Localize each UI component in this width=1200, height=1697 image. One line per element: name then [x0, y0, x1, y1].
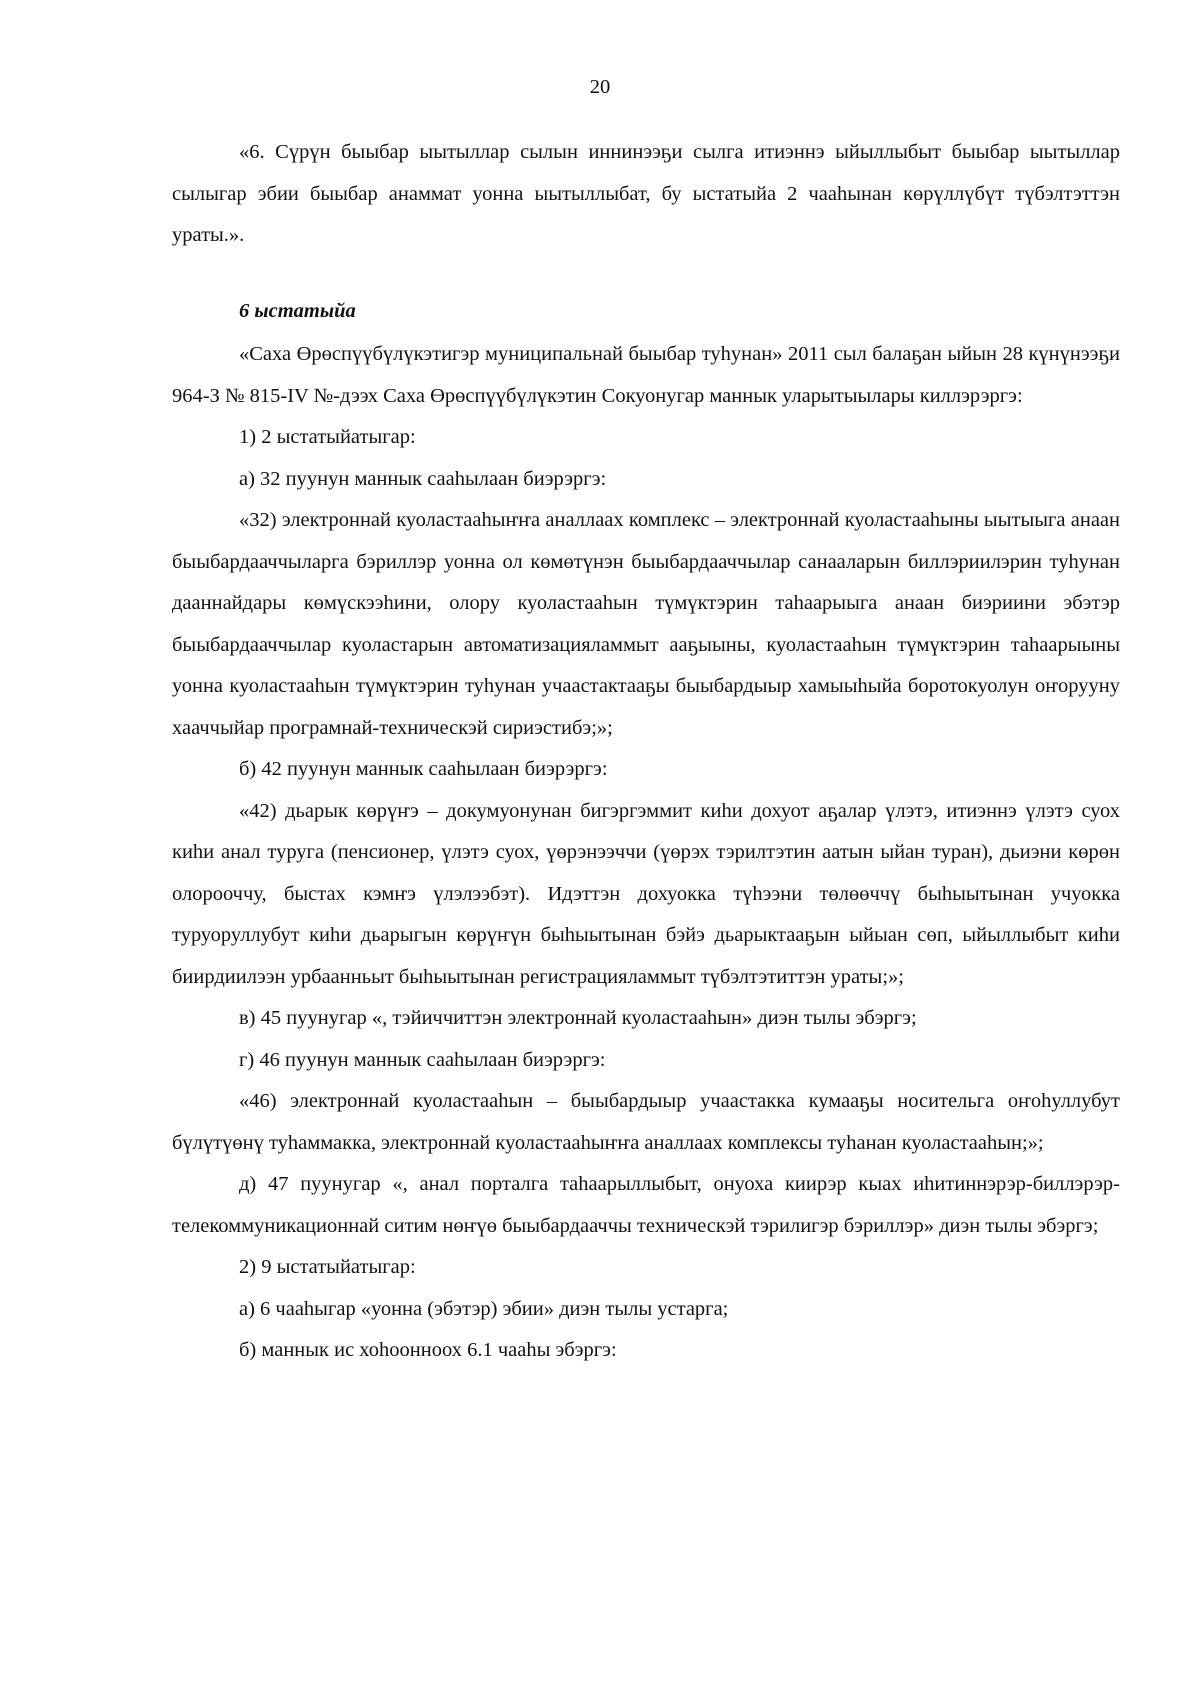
- paragraph: б) 42 пуунун маннык сааһылаан биэрэргэ:: [239, 758, 608, 780]
- paragraph-article-5-part-6: «6. Сүрүн быыбар ыытыллар сылын иннинээҕи сылга итиэннэ ыйыллыбыт быыбар ыытыллар сылыгар эбии быыбар анаммат уонна ыытыллыбат, бу ыстатыйа 2 чааһынан көрүллүбүт түбэлтэттэн ураты.».: [172, 141, 1120, 246]
- paragraph: в) 45 пуунугар «, тэйиччиттэн электроннай куоластааһын» диэн тылы эбэргэ;: [239, 1007, 917, 1029]
- document-body: [172, 132, 1120, 1372]
- paragraph: «32) электроннай куоластааһыҥҥа аналлаах комплекс – электроннай куоластааһыны ыытыыга анаан быыбардааччыларга бэриллэр уонна ол көмөтүнэн быыбардааччылар санааларын биллэриилэрин туһунан дааннайдары көмүскээһини, олору куоластааһын түмүктэрин таһаарыыга анаан биэриини эбэтэр быыбардааччылар куоластарын автоматизацияламмыт ааҕыыны, куоластааһын түмүктэрин таһаарыыны уонна куоластааһын түмүктэрин туһунан учаастактааҕы быыбардыыр хамыыһыйа боротокуолун оҥорууну хааччыйар програмнай-техническэй сириэстибэ;»;: [172, 509, 1120, 739]
- paragraph: а) 32 пуунун маннык сааһылаан биэрэргэ:: [239, 467, 607, 490]
- paragraph: «42) дьарык көрүҥэ – докумуонунан бигэргэммит киһи дохуот аҕалар үлэтэ, итиэннэ үлэтэ суох киһи анал туруга (пенсионер, үлэтэ суох, үөрэнээччи (үөрэх тэрилтэтин аатын ыйан туран), дьиэни көрөн олорооччу, быстах кэмҥэ үлэлээбэт). Идэттэн дохуокка түһээни төлөөччү быһыытынан учуокка туруоруллубут киһи дьарыгын көрүҥүн быһыытынан бэйэ дьарыктааҕын ыйыан сөп, ыйыллыбыт киһи биирдиилээн урбаанньыт быһыытынан регистрацияламмыт түбэлтэтиттэн ураты;»;: [172, 799, 1120, 988]
- paragraph: д) 47 пуунугар «, анал порталга таһаарыллыбыт, онуоха киирэр кыах иһитиннэрэр-биллэрэр-телекоммуникационнай ситим нөҥүө быыбардааччы техническэй тэрилигэр бэриллэр» диэн тылы эбэргэ;: [172, 1173, 1120, 1237]
- paragraph: а) 6 чааһыгар «уонна (эбэтэр) эбии» диэн тылы устарга;: [239, 1297, 729, 1320]
- article-heading: 6 ыстатыйа: [239, 299, 356, 322]
- paragraph: «46) электроннай куоластааһын – быыбардыыр учаастакка кумааҕы носительга оҥоһуллубут бүлүтүөнү туһаммакка, электроннай куоластааһыҥҥа аналлаах комплексы туһанан куоластааһын;»;: [172, 1090, 1120, 1154]
- paragraph: «Саха Өрөспүүбүлүкэтигэр муниципальнай быыбар туһунан» 2011 сыл балаҕан ыйын 28 күнүнээҕи 964-З № 815-IV №-дээх Саха Өрөспүүбүлүкэтин Сокуонугар маннык уларытыылары киллэрэргэ:: [172, 343, 1120, 407]
- paragraph: б) маннык ис хоһоонноох 6.1 чааһы эбэргэ:: [239, 1339, 617, 1361]
- paragraph: г) 46 пуунун маннык сааһылаан биэрэргэ:: [239, 1048, 606, 1071]
- paragraph: 2) 9 ыстатыйатыгар:: [239, 1256, 416, 1278]
- paragraph: 1) 2 ыстатыйатыгар:: [239, 426, 416, 448]
- page-number: 20: [589, 76, 611, 98]
